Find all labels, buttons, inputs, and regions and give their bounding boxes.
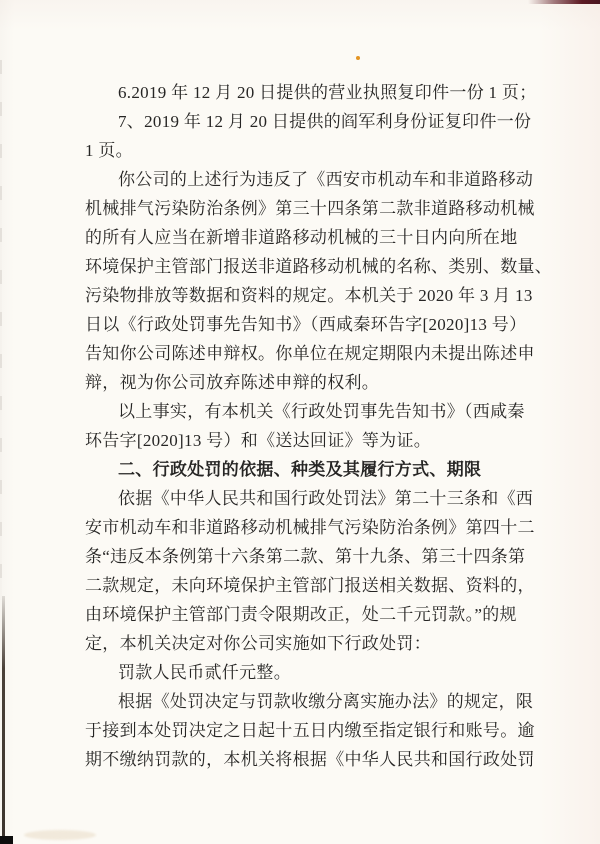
document-line: 6.2019 年 12 月 20 日提供的营业执照复印件一份 1 页； xyxy=(118,83,537,102)
scan-artifact-bottom-smudge xyxy=(24,830,96,840)
document-line: 辩，视为你公司放弃陈述申辩的权利。 xyxy=(85,373,380,392)
scan-artifact-orange-dot xyxy=(356,56,360,60)
document-line: 机械排气污染防治条例》第三十四条第二款非道路移动机械 xyxy=(85,199,535,218)
document-line: 二、行政处罚的依据、种类及其履行方式、期限 xyxy=(118,460,482,479)
document-line: 告知你公司陈述申辩权。你单位在规定期限内未提出陈述申 xyxy=(85,344,535,363)
document-line: 依据《中华人民共和国行政处罚法》第二十三条和《西 xyxy=(118,489,534,508)
document-line: 1 页。 xyxy=(85,141,133,160)
document-line: 7、2019 年 12 月 20 日提供的阎军利身份证复印件一份 xyxy=(118,112,532,131)
document-line: 安市机动车和非道路移动机械排气污染防治条例》第四十二 xyxy=(85,518,535,537)
document-line: 环告字[2020]13 号）和《送达回证》等为证。 xyxy=(85,431,432,450)
document-line: 二款规定，未向环境保护主管部门报送相关数据、资料的， xyxy=(85,576,535,595)
document-line: 期不缴纳罚款的，本机关将根据《中华人民共和国行政处罚 xyxy=(85,750,535,769)
document-line: 由环境保护主管部门责令限期改正，处二千元罚款。”的规 xyxy=(85,605,517,624)
document-line: 定，本机关决定对你公司实施如下行政处罚： xyxy=(85,634,431,653)
document-line: 条“违反本条例第十六条第二款、第十九条、第三十四条第 xyxy=(85,547,526,566)
document-line: 以上事实，有本机关《行政处罚事先告知书》（西咸秦 xyxy=(118,402,525,421)
scan-artifact-top-right-strip xyxy=(528,0,600,4)
document-line: 罚款人民币贰仟元整。 xyxy=(118,663,291,682)
document-line: 环境保护主管部门报送非道路移动机械的名称、类别、数量、 xyxy=(85,257,553,276)
document-line: 你公司的上述行为违反了《西安市机动车和非道路移动 xyxy=(118,170,534,189)
scan-artifact-left-edge-line xyxy=(2,596,5,838)
document-line: 于接到本处罚决定之日起十五日内缴至指定银行和账号。逾 xyxy=(85,721,535,740)
document-line: 根据《处罚决定与罚款收缴分离实施办法》的规定，限 xyxy=(118,692,534,711)
document-line: 污染物排放等数据和资料的规定。本机关于 2020 年 3 月 13 xyxy=(85,286,533,305)
document-line: 的所有人应当在新增非道路移动机械的三十日内向所在地 xyxy=(85,228,518,247)
document-body xyxy=(85,78,553,774)
scan-artifact-left-edge-faint xyxy=(0,60,2,600)
scan-artifact-corner-block xyxy=(0,836,13,844)
document-line: 日以《行政处罚事先告知书》（西咸秦环告字[2020]13 号） xyxy=(85,315,527,334)
